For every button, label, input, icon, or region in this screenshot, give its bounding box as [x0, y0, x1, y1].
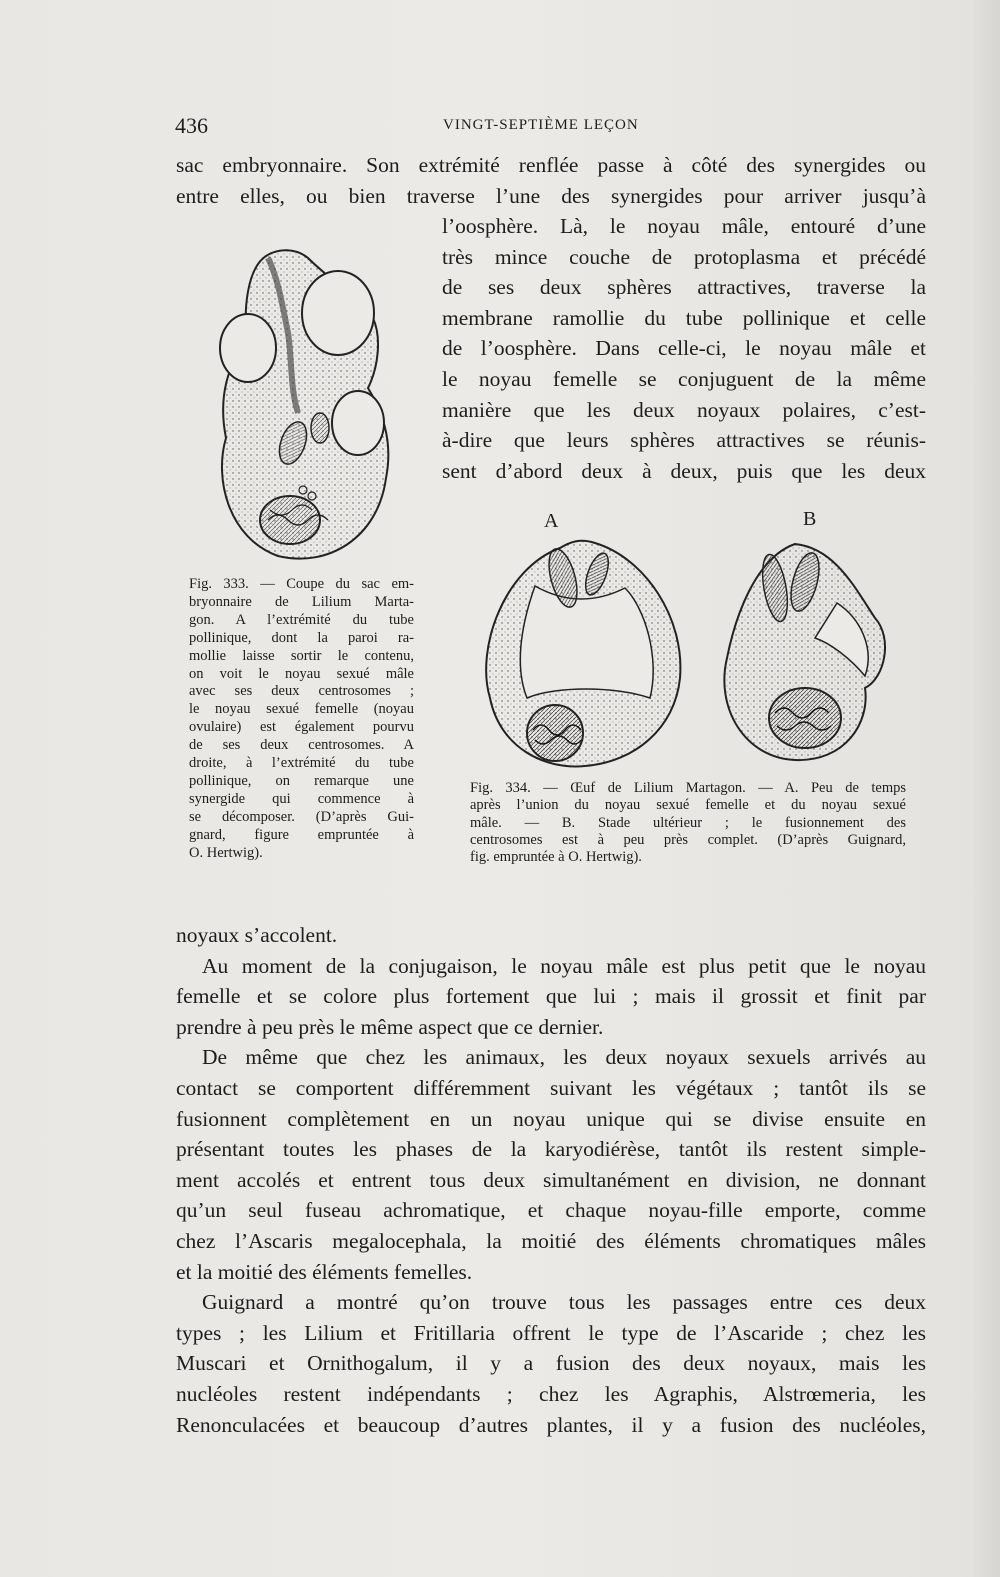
paragraph-1-right-column: [442, 211, 926, 486]
caption-line: gnard, figure empruntée à: [189, 826, 414, 843]
caption-line: O. Hertwig).: [189, 844, 263, 861]
text-line: ment accolés et entrent tous deux simultanément en division, ne donnant: [176, 1167, 926, 1192]
figure-334-illustration: [465, 508, 905, 788]
text-line: le noyau femelle se conjuguent de la même: [442, 366, 926, 391]
text-line: et la moitié des éléments femelles.: [176, 1259, 473, 1284]
caption-line: droite, à l’extrémité du tube: [189, 755, 414, 772]
text-line: membrane ramollie du tube pollinique et celle: [442, 305, 926, 330]
caption-line: Fig. 333. — Coupe du sac em-: [189, 576, 414, 592]
caption-line: on voit le noyau sexué mâle: [189, 665, 414, 682]
text-line: qu’un seul fuseau achromatique, et chaque noyau-fille emporte, comme: [176, 1198, 926, 1223]
text-line: De même que chez les animaux, les deux noyaux sexuels arrivés au: [202, 1045, 926, 1070]
caption-line: pollinique, dont la paroi ra-: [189, 629, 414, 646]
figure-334-caption: [470, 780, 906, 866]
page-header: [175, 113, 925, 143]
caption-line: se décomposer. (D’après Gui-: [189, 808, 414, 825]
caption-line: mollie laisse sortir le contenu,: [189, 647, 414, 664]
body-text-lower: [176, 920, 926, 1440]
caption-line: centrosomes est à peu près complet. (D’après Guignard,: [470, 831, 906, 848]
caption-line: bryonnaire de Lilium Marta-: [189, 593, 414, 610]
caption-line: avec ses deux centrosomes ;: [189, 683, 414, 700]
text-line: Renonculacées et beaucoup d’autres plantes, il y a fusion des nucléoles,: [176, 1412, 926, 1437]
text-line: Guignard a montré qu’on trouve tous les passages entre ces deux: [202, 1290, 926, 1315]
text-line: manière que les deux noyaux polaires, c’est-: [442, 397, 926, 422]
text-line: très mince couche de protoplasma et précédé: [442, 244, 926, 269]
text-line: nucléoles restent indépendants ; chez les Agraphis, Alstrœmeria, les: [176, 1381, 926, 1406]
caption-line: mâle. — B. Stade ultérieur ; le fusionnement des: [470, 814, 906, 831]
paragraph-1-top: [176, 150, 926, 211]
figure-334-label-a: A: [544, 510, 559, 532]
text-line: prendre à peu près le même aspect que ce dernier.: [176, 1014, 604, 1039]
text-line: l’oosphère. Là, le noyau mâle, entouré d’une: [442, 214, 926, 238]
text-line: à-dire que leurs sphères attractives se réunis-: [442, 428, 926, 453]
text-line: contact se comportent différemment suivant les végétaux ; tantôt ils se: [176, 1075, 926, 1100]
caption-line: gon. A l’extrémité du tube: [189, 611, 414, 628]
caption-line: Fig. 334. — Œuf de Lilium Martagon. — A. Peu de temps: [470, 780, 906, 796]
text-line: de l’oosphère. Dans celle-ci, le noyau mâle et: [442, 336, 926, 361]
figure-334a: [486, 541, 680, 767]
text-line: présentant toutes les phases de la karyodiérèse, tantôt ils restent simple-: [176, 1137, 926, 1162]
page-number: 436: [175, 113, 208, 138]
text-line: entre elles, ou bien traverse l’une des synergides pour arriver jusqu’à: [176, 183, 926, 208]
caption-line: pollinique, on remarque une: [189, 772, 414, 789]
figure-333-illustration: [208, 238, 403, 568]
paragraph-1-closing-line: noyaux s’accolent.: [176, 923, 338, 947]
caption-line: le noyau sexué femelle (noyau: [189, 701, 414, 718]
text-line: Muscari et Ornithogalum, il y a fusion des deux noyaux, mais les: [176, 1351, 926, 1376]
page-edge-shadow: [970, 0, 1000, 1577]
caption-line: ovulaire) est également pourvu: [189, 719, 414, 736]
text-line: sac embryonnaire. Son extrémité renflée passe à côté des synergides ou: [176, 153, 926, 177]
figure-334-label-b: B: [803, 508, 817, 530]
text-line: Au moment de la conjugaison, le noyau mâle est plus petit que le noyau: [202, 953, 926, 978]
text-line: femelle et se colore plus fortement que lui ; mais il grossit et finit par: [176, 984, 926, 1009]
caption-line: fig. empruntée à O. Hertwig).: [470, 849, 642, 866]
text-line: sent d’abord deux à deux, puis que les deux: [442, 458, 926, 483]
caption-line: après l’union du noyau sexué femelle et du noyau sexué: [470, 797, 906, 814]
text-line: fusionnent complètement en un noyau unique qui se divise ensuite en: [176, 1106, 926, 1131]
figure-333-caption: [189, 576, 414, 863]
text-line: types ; les Lilium et Fritillaria offrent le type de l’Ascaride ; chez les: [176, 1320, 926, 1345]
caption-line: synergide qui commence à: [189, 790, 414, 807]
figure-334b: [724, 544, 885, 760]
text-line: de ses deux sphères attractives, traverse la: [442, 275, 926, 300]
caption-line: de ses deux centrosomes. A: [189, 737, 414, 754]
text-line: chez l’Ascaris megalocephala, la moitié des éléments chromatiques mâles: [176, 1228, 926, 1253]
running-title: VINGT-SEPTIÈME LEÇON: [443, 117, 639, 133]
